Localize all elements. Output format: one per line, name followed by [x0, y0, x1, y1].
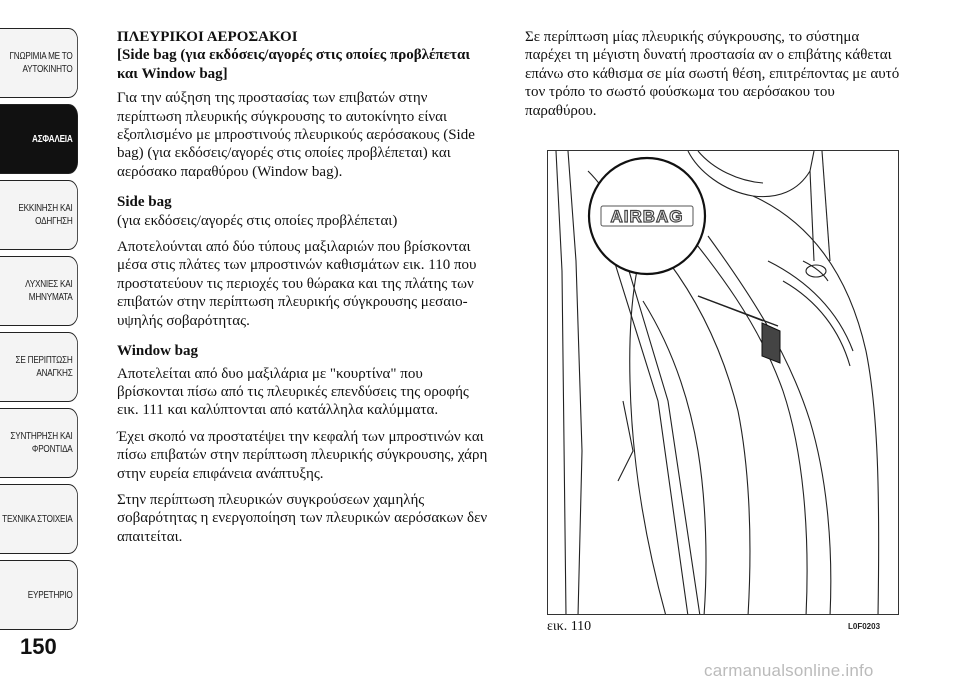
watermark: carmanualsonline.info	[704, 661, 874, 680]
seat-illustration	[547, 150, 899, 615]
tab-chapter-2-active[interactable]: ΑΣΦΑΛΕΙΑ	[0, 104, 78, 174]
heading-subtitle: [Side bag (για εκδόσεις/αγορές στις οποίες προβλέπεται και Window bag]	[117, 47, 470, 82]
intro-paragraph: Για την αύξηση της προστασίας των επιβατών στην περίπτωση πλευρικής σύγκρουσης το αυτοκίνητο είναι εξοπλισμένο με μπροστινούς πλευρικούς αερόσακους (Side bag) (για εκδόσεις/αγορές στις οποίες προβλέπεται) και αερόσακο παραθύρου (Window bag).	[117, 90, 475, 180]
side-bag-paragraph: Αποτελούνται από δύο τύπους μαξιλαριών που βρίσκονται μέσα στις πλάτες των μπροστινών καθισμάτων εικ. 110 που προστατεύουν τις περιοχές του θώρακα και της πλάτης των επιβατών στην περίπτωση πλευρικής σύγκρουσης μεσαιο-υψηλής σοβαρότητας.	[117, 239, 477, 329]
page-number: 150	[20, 634, 57, 659]
seat-drawing	[548, 151, 899, 615]
airbag-tag	[762, 323, 780, 363]
right-paragraph: Σε περίπτωση μίας πλευρικής σύγκρουσης, το σύστημα παρέχει τη μέγιστη δυνατή προστασία αν ο επιβάτης κάθεται επάνω στο κάθισμα σε μία σωστή θέση, επιτρέποντας με αυτό τον τρόπο το σωστό φούσκωμα του αερόσακου του παραθύρου.	[525, 29, 900, 119]
tab-chapter-7[interactable]: ΤΕΧΝΙΚΑ ΣΤΟΙΧΕΙΑ	[0, 484, 78, 554]
headrest-seam	[698, 151, 763, 183]
airbag-label: AIRBAG	[610, 207, 684, 226]
tab-chapter-1[interactable]: ΓΝΩΡΙΜΙΑ ΜΕ ΤΟ ΑΥΤΟΚΙΝΗΤΟ	[0, 28, 78, 98]
headrest-post-2	[822, 151, 830, 261]
pointer-line-2	[698, 296, 763, 321]
side-bag-heading: Side bag	[117, 194, 172, 211]
seat-contour-1	[678, 221, 807, 615]
latch	[806, 265, 826, 277]
headrest-outline	[688, 151, 814, 197]
section-heading	[117, 28, 489, 83]
pillar-line	[568, 151, 582, 615]
right-column	[525, 28, 905, 128]
figure-caption: εικ. 110	[547, 619, 592, 634]
seat-belt	[608, 241, 688, 615]
seat-contour-2	[708, 236, 831, 615]
buckle-line	[618, 401, 633, 481]
pillar-line-2	[556, 151, 566, 615]
tab-chapter-5[interactable]: ΣΕ ΠΕΡΙΠΤΩΣΗ ΑΝΑΓΚΗΣ	[0, 332, 78, 402]
window-bag-paragraph-1: Αποτελείται από δυο μαξιλάρια με "κουρτίνα" που βρίσκονται πίσω από τις πλευρικές επενδύσεις της οροφής εικ. 111 και καλύπτονται από κατάλληλα καλύμματα.	[117, 365, 469, 419]
heading-title: ΠΛΕΥΡΙΚΟΙ ΑΕΡΟΣΑΚΟΙ	[117, 29, 298, 45]
window-bag-heading: Window bag	[117, 343, 199, 360]
tab-chapter-6[interactable]: ΣΥΝΤΗΡΗΣΗ ΚΑΙ ΦΡΟΝΤΙΔΑ	[0, 408, 78, 478]
tab-chapter-3[interactable]: ΕΚΚΙΝΗΣΗ ΚΑΙ ΟΔΗΓΗΣΗ	[0, 180, 78, 250]
left-column	[117, 28, 489, 554]
side-bag-note: (για εκδόσεις/αγορές στις οποίες προβλέπεται)	[117, 212, 398, 229]
window-bag-paragraph-2: Έχει σκοπό να προστατέψει την κεφαλή των μπροστινών και πίσω επιβατών στην περίπτωση πλευρικής σύγκρουσης, χάρη στην ευρεία επιφάνεια ανάπτυξης.	[117, 428, 488, 482]
seat-back-right	[753, 196, 879, 615]
figure-code: L0F0203	[848, 622, 881, 631]
latch-line	[803, 261, 828, 281]
tab-chapter-4[interactable]: ΛΥΧΝΙΕΣ ΚΑΙ ΜΗΝΥΜΑΤΑ	[0, 256, 78, 326]
window-bag-paragraph-3: Στην περίπτωση πλευρικών συγκρούσεων χαμηλής σοβαρότητας η ενεργοποίηση των πλευρικών αερόσακων δεν απαιτείται.	[117, 491, 488, 545]
headrest-post	[810, 171, 814, 261]
bolster-line	[768, 261, 853, 351]
tab-chapter-8[interactable]: ΕΥΡΕΤΗΡΙΟ	[0, 560, 78, 630]
